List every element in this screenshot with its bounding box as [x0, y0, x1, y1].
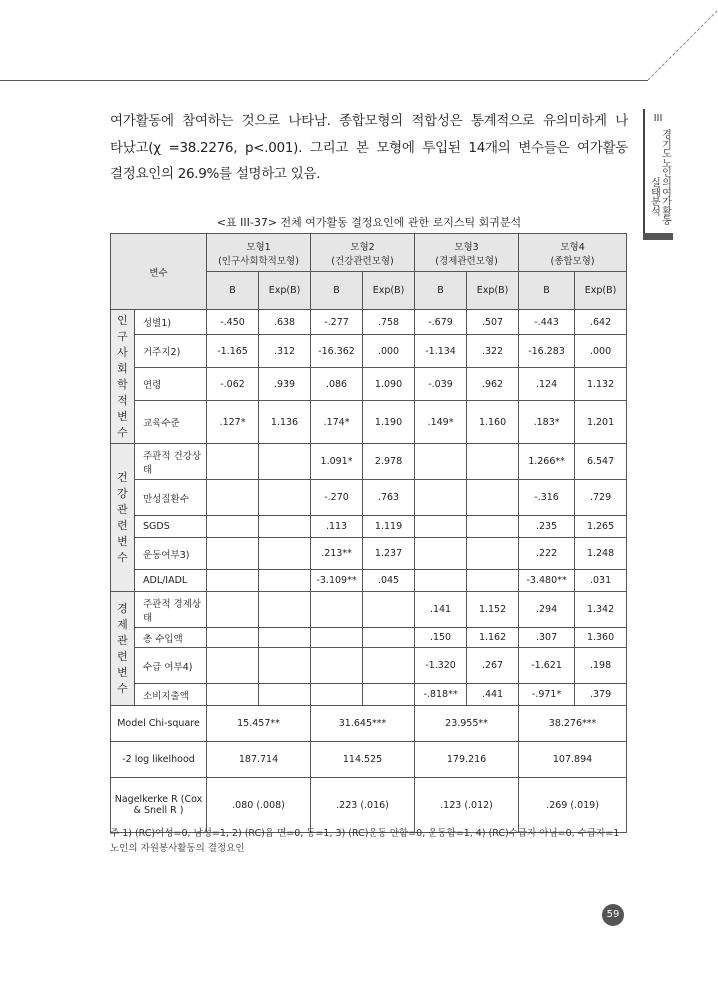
table-cell	[207, 648, 259, 684]
paragraph-line: 여가활동에 참여하는 것으로 나타남. 종합모형의 적합성은 통계적으로 유의미하게 나	[110, 113, 628, 129]
stat-cell: 114.525	[311, 742, 415, 778]
table-cell: -.971*	[519, 684, 575, 706]
table-cell: 1.136	[259, 401, 311, 444]
stat-label: -2 log likelhood	[111, 742, 207, 778]
table-row	[111, 335, 627, 368]
stat-cell: .123 (.012)	[415, 778, 519, 833]
table-cell	[415, 444, 467, 480]
variable-name: 소비지출액	[135, 684, 207, 706]
table-cell	[207, 538, 259, 570]
table-cell: 1.190	[363, 401, 415, 444]
table-cell: -3.109**	[311, 570, 363, 592]
table-cell: -1.320	[415, 648, 467, 684]
table-cell	[259, 538, 311, 570]
table-cell: .183*	[519, 401, 575, 444]
table-cell: .638	[259, 310, 311, 335]
table-row	[111, 570, 627, 592]
stat-row	[111, 706, 627, 742]
stat-cell: 15.457**	[207, 706, 311, 742]
table-cell: .124	[519, 368, 575, 401]
table-row	[111, 480, 627, 516]
table-cell	[259, 570, 311, 592]
table-row	[111, 401, 627, 444]
table-cell	[311, 628, 363, 648]
table-cell: .322	[467, 335, 519, 368]
stat-cell: .223 (.016)	[311, 778, 415, 833]
table-cell: 1.160	[467, 401, 519, 444]
table-cell: .507	[467, 310, 519, 335]
header-rule	[0, 80, 648, 81]
table-cell	[467, 570, 519, 592]
variable-name: 거주지2)	[135, 335, 207, 368]
table-cell	[207, 628, 259, 648]
variable-name: ADL/IADL	[135, 570, 207, 592]
variable-name: 주관적 건강상태	[135, 444, 207, 480]
table-cell	[259, 628, 311, 648]
table-row	[111, 538, 627, 570]
table-cell	[259, 684, 311, 706]
table-cell: .031	[575, 570, 627, 592]
group-label: 경제관련변수	[111, 592, 135, 706]
body-paragraph	[110, 108, 628, 188]
table-cell: .174*	[311, 401, 363, 444]
model-header: 모형4 (종합모형)	[519, 234, 627, 272]
table-cell	[311, 592, 363, 628]
table-cell: -.062	[207, 368, 259, 401]
col-exp: Exp(B)	[467, 272, 519, 310]
side-tab-bar	[643, 109, 645, 240]
col-b: B	[415, 272, 467, 310]
table-cell: 1.266**	[519, 444, 575, 480]
stat-cell: 23.955**	[415, 706, 519, 742]
col-b: B	[519, 272, 575, 310]
variable-name: 총 수입액	[135, 628, 207, 648]
table-cell	[415, 538, 467, 570]
table-cell: .962	[467, 368, 519, 401]
table-cell: .312	[259, 335, 311, 368]
table-cell	[363, 628, 415, 648]
regression-table	[110, 233, 627, 833]
model-header: 모형2 (건강관련모형)	[311, 234, 415, 272]
col-exp: Exp(B)	[259, 272, 311, 310]
stat-row	[111, 778, 627, 833]
table-cell: -.679	[415, 310, 467, 335]
table-cell	[207, 480, 259, 516]
table-cell	[363, 684, 415, 706]
table-cell: .758	[363, 310, 415, 335]
table-caption: <표 III-37> 전체 여가활동 결정요인에 관한 로지스틱 회귀분석	[216, 216, 522, 229]
table-cell	[415, 570, 467, 592]
variable-name: 주관적 경제상태	[135, 592, 207, 628]
table-cell: -.450	[207, 310, 259, 335]
paragraph-line: 타났고(χ =38.2276, p<.001). 그리고 본 모형에 투입된 14개의 변수들은 여가활동	[110, 139, 628, 156]
variable-name: 교육수준	[135, 401, 207, 444]
table-cell: .441	[467, 684, 519, 706]
stat-label: Nagelkerke R (Cox & Snell R )	[111, 778, 207, 833]
col-exp: Exp(B)	[363, 272, 415, 310]
table-row	[111, 310, 627, 335]
stat-cell: 179.216	[415, 742, 519, 778]
corner-decoration	[0, 0, 718, 120]
variable-name: 연령	[135, 368, 207, 401]
table-cell: .267	[467, 648, 519, 684]
table-cell: .149*	[415, 401, 467, 444]
table-cell: 2.978	[363, 444, 415, 480]
stat-cell: 31.645***	[311, 706, 415, 742]
stat-cell: 107.894	[519, 742, 627, 778]
table-cell	[311, 648, 363, 684]
table-cell	[259, 516, 311, 538]
table-cell: 1.132	[575, 368, 627, 401]
table-row	[111, 444, 627, 480]
stat-label: Model Chi-square	[111, 706, 207, 742]
table-cell: 1.152	[467, 592, 519, 628]
table-cell	[467, 516, 519, 538]
variable-name: 수급 여부4)	[135, 648, 207, 684]
table-cell	[363, 592, 415, 628]
model-header: 모형3 (경제관련모형)	[415, 234, 519, 272]
side-tab-bottom	[643, 233, 673, 240]
table-cell: .150	[415, 628, 467, 648]
table-cell: .000	[575, 335, 627, 368]
table-cell	[207, 516, 259, 538]
table-cell: 1.237	[363, 538, 415, 570]
table-cell: .213**	[311, 538, 363, 570]
table-cell: 1.119	[363, 516, 415, 538]
table-cell: .045	[363, 570, 415, 592]
stat-cell: 187.714	[207, 742, 311, 778]
table-cell: -.316	[519, 480, 575, 516]
table-cell: .294	[519, 592, 575, 628]
variable-name: 만성질환수	[135, 480, 207, 516]
table-cell: .198	[575, 648, 627, 684]
table-cell: -3.480**	[519, 570, 575, 592]
var-header: 변수	[111, 234, 207, 310]
table-cell: -.277	[311, 310, 363, 335]
table-row	[111, 592, 627, 628]
table-cell	[311, 684, 363, 706]
table-cell: .729	[575, 480, 627, 516]
page-number: 59	[602, 904, 624, 926]
side-tab-roman: III	[653, 113, 663, 124]
table-row	[111, 648, 627, 684]
stat-cell: 38.276***	[519, 706, 627, 742]
table-cell	[259, 444, 311, 480]
table-cell: .141	[415, 592, 467, 628]
table-cell: 1.342	[575, 592, 627, 628]
table-cell	[207, 592, 259, 628]
table-cell	[259, 648, 311, 684]
table-cell: -16.362	[311, 335, 363, 368]
table-cell: -1.134	[415, 335, 467, 368]
table-cell	[207, 444, 259, 480]
table-cell: -1.165	[207, 335, 259, 368]
table-cell: .127*	[207, 401, 259, 444]
table-cell	[467, 538, 519, 570]
table-cell	[207, 570, 259, 592]
table-cell	[207, 684, 259, 706]
table-cell: .939	[259, 368, 311, 401]
table-cell: 1.201	[575, 401, 627, 444]
table-cell: .379	[575, 684, 627, 706]
col-b: B	[207, 272, 259, 310]
table-cell: .307	[519, 628, 575, 648]
table-cell: -1.621	[519, 648, 575, 684]
stat-row	[111, 742, 627, 778]
table-cell	[415, 480, 467, 516]
table-cell: 6.547	[575, 444, 627, 480]
table-cell	[363, 648, 415, 684]
col-b: B	[311, 272, 363, 310]
table-cell: .642	[575, 310, 627, 335]
table-cell: 1.162	[467, 628, 519, 648]
table-cell: .000	[363, 335, 415, 368]
stat-cell: .269 (.019)	[519, 778, 627, 833]
table-cell: -.443	[519, 310, 575, 335]
table-cell	[467, 444, 519, 480]
table-row	[111, 516, 627, 538]
table-cell: 1.265	[575, 516, 627, 538]
variable-name: 성별1)	[135, 310, 207, 335]
table-row	[111, 368, 627, 401]
group-label: 인구사회학적변수	[111, 310, 135, 444]
table-cell: 1.248	[575, 538, 627, 570]
table-cell	[415, 516, 467, 538]
variable-name: 운동여부3)	[135, 538, 207, 570]
table-cell: .235	[519, 516, 575, 538]
col-exp: Exp(B)	[575, 272, 627, 310]
table-cell: .222	[519, 538, 575, 570]
table-cell: -.039	[415, 368, 467, 401]
table-cell: .763	[363, 480, 415, 516]
table-cell	[467, 480, 519, 516]
model-header: 모형1 (인구사회학적모형)	[207, 234, 311, 272]
group-label: 건강관련변수	[111, 444, 135, 592]
table-cell: -16.283	[519, 335, 575, 368]
table-row	[111, 684, 627, 706]
footnote: 주 1) (RC)여성=0, 남성=1, 2) (RC)읍 면=0, 동=1, 3) (RC)운동 안함=0, 운동함=1, 4) (RC)수급자 아님=0, 수급자=1 노인의 자원봉사활동의 결정요인	[110, 828, 620, 854]
table-cell: 1.091*	[311, 444, 363, 480]
table-cell: 1.360	[575, 628, 627, 648]
table-cell: -.818**	[415, 684, 467, 706]
stat-cell: .080 (.008)	[207, 778, 311, 833]
side-tab-subtitle: 실태분석	[651, 178, 661, 218]
table-cell: -.270	[311, 480, 363, 516]
paragraph-line: 결정요인의 26.9%를 설명하고 있음.	[110, 166, 321, 182]
table-cell: 1.090	[363, 368, 415, 401]
table-cell	[259, 592, 311, 628]
chapter-side-tab	[643, 109, 673, 240]
variable-name: SGDS	[135, 516, 207, 538]
table-cell	[259, 480, 311, 516]
side-tab-title: 경기도 노인의 여가활동	[662, 130, 672, 228]
table-cell: .086	[311, 368, 363, 401]
table-row	[111, 628, 627, 648]
table-cell: .113	[311, 516, 363, 538]
